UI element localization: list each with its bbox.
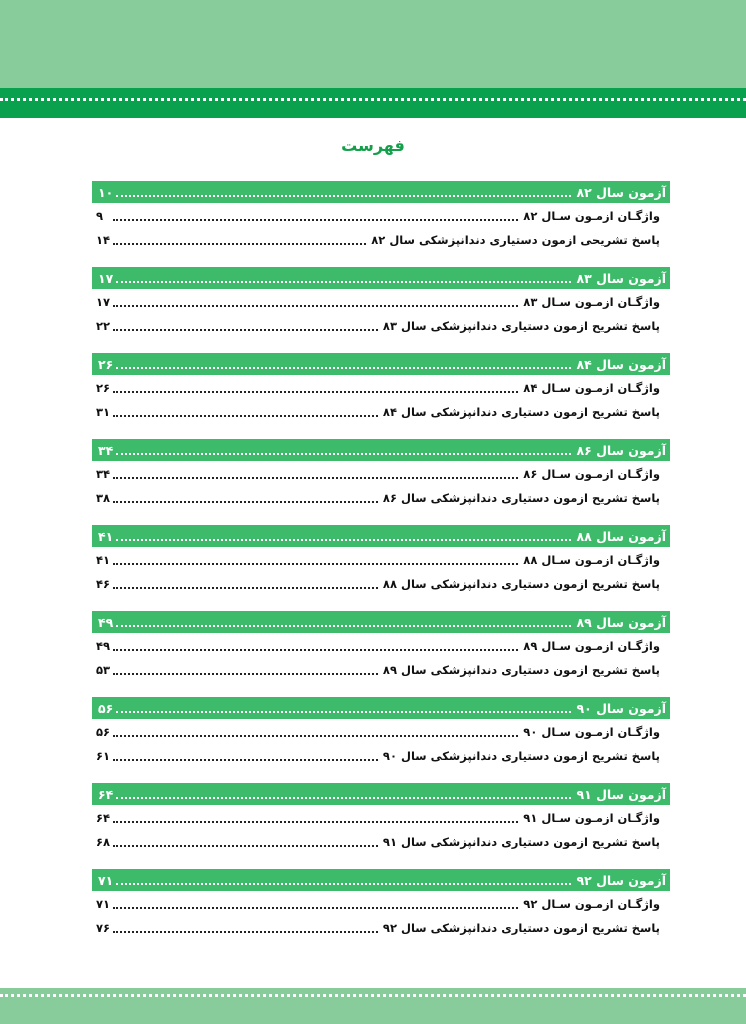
toc-entry[interactable] <box>92 487 670 509</box>
section-header[interactable] <box>92 267 670 289</box>
entry-label: پاسخ تشریحی ازمون دستیاری دندانپزشکی سال ۸۲ <box>371 233 660 247</box>
section-title: آزمون سال ۹۱ <box>576 786 666 802</box>
toc-entry[interactable] <box>92 229 670 251</box>
section-header[interactable] <box>92 611 670 633</box>
section-header[interactable] <box>92 181 670 203</box>
section-title: آزمون سال ۸۳ <box>576 270 666 286</box>
leader-dots <box>113 673 378 675</box>
leader-dots <box>113 563 518 565</box>
leader-dots <box>113 219 518 221</box>
entry-label: پاسخ تشریح ازمون دستیاری دندانپزشکی سال ۸۳ <box>382 319 660 333</box>
leader-dots <box>116 539 571 541</box>
page-title: فهرست <box>341 136 405 155</box>
leader-dots <box>113 759 378 761</box>
entry-label: واژگـان ازمـون سـال ۸۳ <box>523 295 660 309</box>
entry-page: ۱۷ <box>96 295 111 309</box>
table-of-contents <box>92 181 670 955</box>
leader-dots <box>113 391 518 393</box>
leader-dots <box>113 735 518 737</box>
entry-label: واژگـان ازمـون سـال ۸۶ <box>523 467 660 481</box>
entry-label: واژگـان ازمـون سـال ۸۹ <box>523 639 660 653</box>
leader-dots <box>113 931 378 933</box>
toc-entry[interactable] <box>92 831 670 853</box>
leader-dots <box>113 329 378 331</box>
leader-dots <box>113 305 518 307</box>
toc-entry[interactable] <box>92 401 670 423</box>
entry-page: ۳۸ <box>96 491 111 505</box>
entry-label: پاسخ تشریح ازمون دستیاری دندانپزشکی سال ۹۰ <box>382 749 660 763</box>
toc-entry[interactable] <box>92 549 670 571</box>
toc-entry[interactable] <box>92 291 670 313</box>
entry-label: پاسخ تشریح ازمون دستیاری دندانپزشکی سال ۸۸ <box>382 577 660 591</box>
leader-dots <box>116 883 571 885</box>
toc-section <box>92 697 670 767</box>
section-page: ۱۷ <box>98 270 114 286</box>
top-header-band <box>0 0 746 88</box>
entry-label: پاسخ تشریح ازمون دستیاری دندانپزشکی سال ۸۴ <box>382 405 660 419</box>
leader-dots <box>116 711 571 713</box>
entry-label: واژگـان ازمـون سـال ۸۴ <box>523 381 660 395</box>
entry-label: پاسخ تشریح ازمون دستیاری دندانپزشکی سال ۸۹ <box>382 663 660 677</box>
entry-page: ۳۱ <box>96 405 111 419</box>
entry-label: پاسخ تشریح ازمون دستیاری دندانپزشکی سال ۸۶ <box>382 491 660 505</box>
toc-entry[interactable] <box>92 745 670 767</box>
toc-section <box>92 869 670 939</box>
leader-dots <box>116 281 571 283</box>
entry-page: ۲۶ <box>96 381 111 395</box>
leader-dots <box>116 625 571 627</box>
leader-dots <box>113 477 518 479</box>
toc-entry[interactable] <box>92 573 670 595</box>
bottom-stitch-line <box>0 994 746 997</box>
entry-label: واژگـان ازمـون سـال ۸۲ <box>523 209 660 223</box>
toc-section <box>92 611 670 681</box>
entry-page: ۳۴ <box>96 467 111 481</box>
leader-dots <box>116 367 571 369</box>
entry-page: ۴۱ <box>96 553 111 567</box>
top-stitch-line <box>0 98 746 101</box>
leader-dots <box>113 821 518 823</box>
section-header[interactable] <box>92 697 670 719</box>
leader-dots <box>113 907 518 909</box>
entry-label: پاسخ تشریح ازمون دستیاری دندانپزشکی سال ۹۱ <box>382 835 660 849</box>
section-header[interactable] <box>92 353 670 375</box>
entry-page: ۷۶ <box>96 921 111 935</box>
section-title: آزمون سال ۹۲ <box>576 872 666 888</box>
section-title: آزمون سال ۸۴ <box>576 356 666 372</box>
leader-dots <box>113 243 366 245</box>
entry-page: ۱۴ <box>96 233 111 247</box>
toc-entry[interactable] <box>92 917 670 939</box>
section-page: ۵۶ <box>98 700 114 716</box>
section-page: ۱۰ <box>98 184 114 200</box>
section-page: ۳۴ <box>98 442 114 458</box>
toc-entry[interactable] <box>92 635 670 657</box>
toc-section <box>92 783 670 853</box>
section-title: آزمون سال ۸۹ <box>576 614 666 630</box>
toc-entry[interactable] <box>92 807 670 829</box>
leader-dots <box>116 195 571 197</box>
toc-entry[interactable] <box>92 205 670 227</box>
leader-dots <box>116 797 571 799</box>
toc-entry[interactable] <box>92 659 670 681</box>
entry-page: ۶۸ <box>96 835 111 849</box>
section-header[interactable] <box>92 783 670 805</box>
section-header[interactable] <box>92 869 670 891</box>
section-page: ۷۱ <box>98 872 114 888</box>
entry-page: ۶۱ <box>96 749 111 763</box>
toc-entry[interactable] <box>92 377 670 399</box>
section-title: آزمون سال ۸۲ <box>576 184 666 200</box>
section-header[interactable] <box>92 439 670 461</box>
leader-dots <box>113 415 378 417</box>
entry-page: ۵۶ <box>96 725 111 739</box>
entry-page: ۲۲ <box>96 319 111 333</box>
section-page: ۲۶ <box>98 356 114 372</box>
section-title: آزمون سال ۸۶ <box>576 442 666 458</box>
entry-label: واژگـان ازمـون سـال ۸۸ <box>523 553 660 567</box>
section-page: ۴۱ <box>98 528 114 544</box>
leader-dots <box>113 501 378 503</box>
leader-dots <box>113 649 518 651</box>
toc-section <box>92 267 670 337</box>
leader-dots <box>113 845 378 847</box>
toc-section <box>92 525 670 595</box>
section-page: ۴۹ <box>98 614 114 630</box>
entry-label: واژگـان ازمـون سـال ۹۰ <box>523 725 660 739</box>
entry-page: ۹ <box>96 209 104 223</box>
section-page: ۶۴ <box>98 786 114 802</box>
section-title: آزمون سال ۹۰ <box>576 700 666 716</box>
entry-label: واژگـان ازمـون سـال ۹۲ <box>523 897 660 911</box>
toc-entry[interactable] <box>92 721 670 743</box>
section-header[interactable] <box>92 525 670 547</box>
entry-page: ۷۱ <box>96 897 111 911</box>
toc-section <box>92 353 670 423</box>
entry-page: ۶۴ <box>96 811 111 825</box>
entry-label: واژگـان ازمـون سـال ۹۱ <box>523 811 660 825</box>
toc-section <box>92 439 670 509</box>
toc-entry[interactable] <box>92 315 670 337</box>
toc-entry[interactable] <box>92 893 670 915</box>
toc-entry[interactable] <box>92 463 670 485</box>
section-title: آزمون سال ۸۸ <box>576 528 666 544</box>
leader-dots <box>116 453 571 455</box>
leader-dots <box>113 587 378 589</box>
entry-page: ۴۶ <box>96 577 111 591</box>
toc-section <box>92 181 670 251</box>
top-green-strip <box>0 88 746 118</box>
entry-label: پاسخ تشریح ازمون دستیاری دندانپزشکی سال ۹۲ <box>382 921 660 935</box>
entry-page: ۵۳ <box>96 663 111 677</box>
entry-page: ۴۹ <box>96 639 111 653</box>
